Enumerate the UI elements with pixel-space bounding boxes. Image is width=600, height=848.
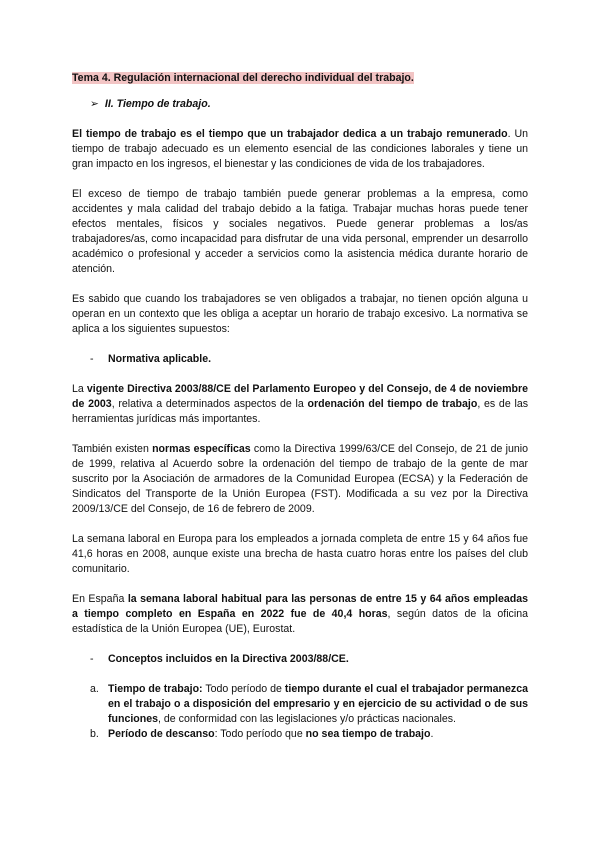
text-run: La xyxy=(72,383,87,395)
arrow-bullet-icon: ➢ xyxy=(90,98,99,110)
dash-marker: - xyxy=(90,653,94,665)
paragraph-directiva xyxy=(72,382,528,427)
term-bold: Período de descanso xyxy=(108,728,215,740)
list-item-text xyxy=(108,682,528,727)
text-run: : Todo período que xyxy=(214,728,306,740)
paragraph-espana xyxy=(72,592,528,637)
title-highlight: Tema 4. Regulación internacional del derecho individual del trabajo. xyxy=(72,72,414,84)
document-title xyxy=(72,71,528,86)
paragraph-excess: El exceso de tiempo de trabajo también puede generar problemas a la empresa, como accidentes y mala calidad del trabajo debido a la fatiga. Trabajar muchas horas puede tener efectos mentales, físicos y sociales negativos. Puede generar problemas a los/as trabajadores/as, como incapacidad para disfrutar de una vida personal, emprender un desarrollo académico o profesional y acceder a servicios como la asistencia médica durante horario de atención. xyxy=(72,188,528,275)
text-bold: normas específicas xyxy=(152,443,251,455)
text-bold: la semana laboral habitual para las personas de entre 15 y 64 años empleadas a tiempo completo en España en 2022 fue de 40,4 horas xyxy=(72,593,528,620)
list-marker: b. xyxy=(90,728,99,740)
paragraph-semana-europa: La semana laboral en Europa para los empleados a jornada completa de entre 15 y 64 años fue 41,6 horas en 2008, aunque existe una brecha de hasta cuatro horas entre los países del club comunitario. xyxy=(72,533,528,575)
document-page xyxy=(72,71,528,742)
term-bold: Tiempo de trabajo: xyxy=(108,683,203,695)
concept-list xyxy=(72,682,528,742)
definition-bold: El tiempo de trabajo es el tiempo que un trabajador dedica a un trabajo remunerado xyxy=(72,128,508,140)
text-run: También existen xyxy=(72,443,153,455)
text-run: . xyxy=(430,728,434,740)
text-run: , es de las herramientas jurídicas más importantes. xyxy=(72,398,529,425)
section-label: II. Tiempo de trabajo. xyxy=(104,98,211,110)
paragraph-supuestos: Es sabido que cuando los trabajadores se ven obligados a trabajar, no tienen opción alguna u operan en un contexto que les obliga a aceptar un horario de trabajo excesivo. La normativa se aplica a los siguientes supuestos: xyxy=(72,293,528,335)
bullet-conceptos xyxy=(72,652,528,667)
bullet-conceptos-label: Conceptos incluidos en la Directiva 2003/88/CE. xyxy=(108,653,349,665)
text-bold: tiempo durante el cual el trabajador permanezca en el trabajo o a disposición del empresario y en ejercicio de su actividad o de sus funciones xyxy=(108,683,529,725)
definition-rest: . Un tiempo de trabajo adecuado es un elemento esencial de las condiciones laborales y tiene un gran impacto en los ingresos, el bienestar y las condiciones de vida de los trabajadores. xyxy=(72,128,528,170)
text-run: , de conformidad con las legislaciones y/o prácticas nacionales. xyxy=(158,713,456,725)
text-run: , relativa a determinados aspectos de la xyxy=(111,398,308,410)
bullet-normativa-label: Normativa aplicable. xyxy=(108,353,212,365)
text-run: Todo período de xyxy=(202,683,285,695)
list-item-a xyxy=(72,682,528,727)
list-marker: a. xyxy=(90,683,99,695)
text-run: como la Directiva 1999/63/CE del Consejo, de 21 de junio de 1999, relativa al Acuerdo sobre la ordenación del tiempo de trabajo de la gente de mar suscrito por la Asociación de armadores de la Comunidad Europea (ECSA) y la Federación de Sindicatos del Transporte de la Unión Europea (FST). Modificada a su vez por la Directiva 2009/13/CE del Consejo, de 16 de febrero de 2009. xyxy=(72,443,528,515)
section-heading xyxy=(72,97,528,112)
dash-marker: - xyxy=(90,353,94,365)
text-run: , según datos de la oficina estadística de la Unión Europea (UE), Eurostat. xyxy=(72,608,528,635)
list-item-text xyxy=(108,727,528,742)
paragraph-definition xyxy=(72,127,528,172)
bullet-normativa xyxy=(72,352,528,367)
text-run: En España xyxy=(72,593,128,605)
list-item-b xyxy=(72,727,528,742)
text-bold: ordenación del tiempo de trabajo xyxy=(307,398,478,410)
paragraph-normas xyxy=(72,442,528,517)
text-bold: vigente Directiva 2003/88/CE del Parlamento Europeo y del Consejo, de 4 de noviembre de 2003 xyxy=(72,383,528,410)
text-bold: no sea tiempo de trabajo xyxy=(305,728,431,740)
